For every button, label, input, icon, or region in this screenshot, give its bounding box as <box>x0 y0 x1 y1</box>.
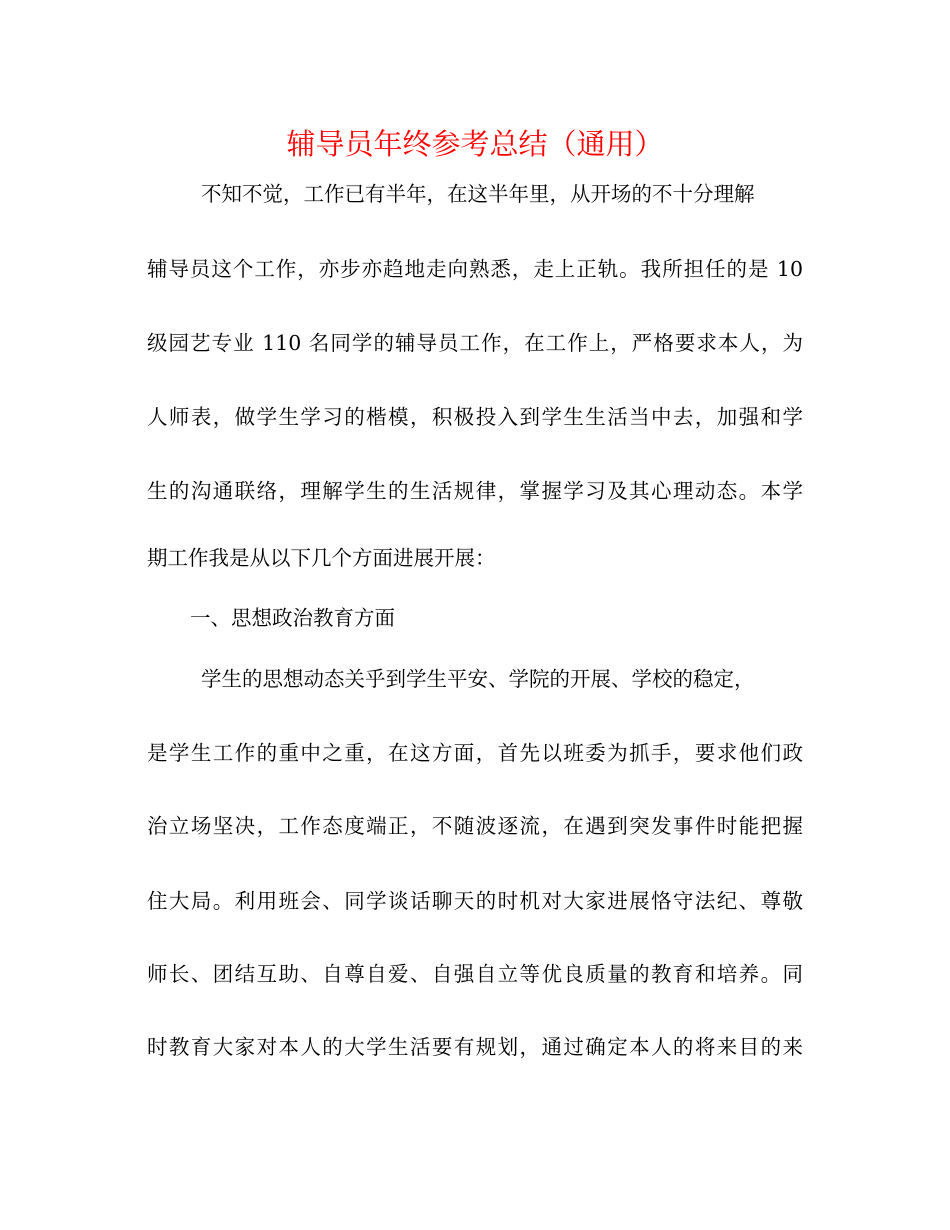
paragraph-line: 学生的思想动态关乎到学生平安、学院的开展、学校的稳定， <box>201 667 755 691</box>
section-heading: 一、思想政治教育方面 <box>190 606 395 630</box>
paragraph-line: 期工作我是从以下几个方面进展开展： <box>147 546 496 570</box>
paragraph-line: 治立场坚决，工作态度端正，不随波逐流，在遇到突发事件时能把握 <box>147 814 803 838</box>
paragraph-line: 级园艺专业 110 名同学的辅导员工作，在工作上，严格要求本人，为 <box>147 331 803 355</box>
document-title: 辅导员年终参考总结（通用） <box>286 127 664 161</box>
paragraph-line: 住大局。利用班会、同学谈话聊天的时机对大家进展恪守法纪、尊敬 <box>147 889 803 913</box>
paragraph-line: 人师表，做学生学习的楷模，积极投入到学生生活当中去，加强和学 <box>147 405 803 429</box>
paragraph-line: 时教育大家对本人的大学生活要有规划，通过确定本人的将来目的来 <box>147 1035 803 1059</box>
paragraph-line: 师长、团结互助、自尊自爱、自强自立等优良质量的教育和培养。同 <box>147 962 803 986</box>
paragraph-line: 不知不觉，工作已有半年，在这半年里，从开场的不十分理解 <box>201 182 755 206</box>
paragraph-line: 生的沟通联络，理解学生的生活规律，掌握学习及其心理动态。本学 <box>147 479 803 503</box>
paragraph-line: 辅导员这个工作，亦步亦趋地走向熟悉，走上正轨。我所担任的是 10 <box>147 257 803 281</box>
paragraph-line: 是学生工作的重中之重，在这方面，首先以班委为抓手，要求他们政 <box>147 741 803 765</box>
